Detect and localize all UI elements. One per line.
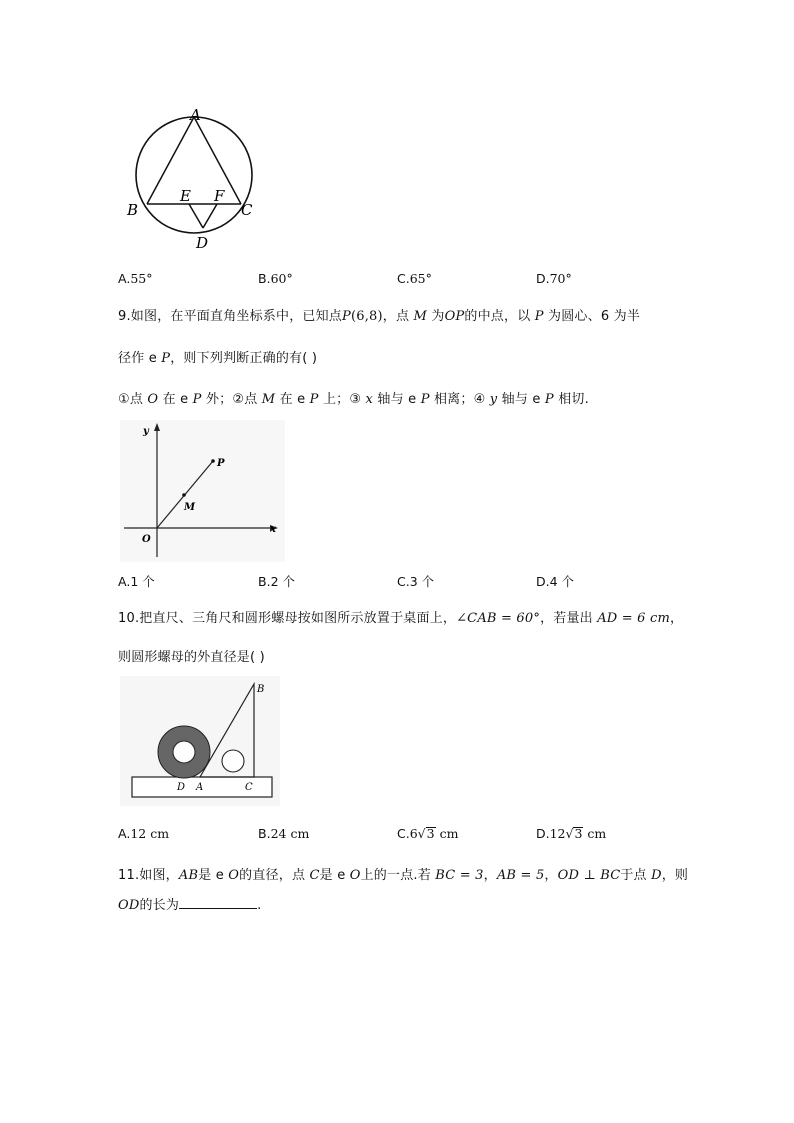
option-letter: B.: [258, 271, 271, 286]
text: 的直径，点: [239, 868, 310, 883]
text: 11.如图，: [118, 868, 179, 883]
q10-line-2: [118, 646, 265, 665]
q10-label-a: A: [196, 782, 204, 793]
text: 相切.: [553, 392, 589, 407]
math-var: M: [261, 392, 276, 407]
math-expr: OD ⊥ BC: [557, 868, 621, 883]
option-unit: cm: [587, 826, 607, 841]
option-value: 3 个: [409, 574, 435, 589]
q8-figure: [120, 100, 270, 255]
text: 为圆心、6 为半: [543, 309, 641, 324]
text: .: [257, 898, 262, 913]
option-value: 60°: [270, 271, 293, 286]
q9-line-3: [118, 388, 589, 407]
q9-label-o: O: [142, 534, 151, 545]
math-var: P: [420, 392, 430, 407]
q10-line-1: [118, 607, 683, 626]
text: 则圆形螺母的外直径是( ): [118, 650, 265, 665]
math-var: OP: [444, 309, 465, 324]
answer-blank[interactable]: [179, 897, 257, 909]
option-letter: C.: [397, 271, 410, 286]
option-letter: B.: [258, 826, 271, 841]
q9-line-2: [118, 347, 317, 366]
option-coef: 12: [549, 826, 566, 841]
math-var: P: [342, 309, 351, 324]
text: 的长为: [139, 898, 180, 913]
math-var: P: [192, 392, 202, 407]
q8-seg-ed: [189, 204, 203, 228]
option-value: 70°: [549, 271, 572, 286]
text: 是 e: [319, 868, 350, 883]
option-letter: C.: [397, 574, 410, 589]
math-coords: (6,8): [350, 309, 383, 324]
option-radicand: 3: [574, 826, 583, 841]
option-letter: C.: [397, 826, 410, 841]
text: 轴与 e: [497, 392, 545, 407]
text: 上的一点.若: [360, 868, 436, 883]
math-expr: AB = 5: [496, 868, 545, 883]
text: ①点: [118, 392, 148, 407]
text: 于点: [620, 868, 652, 883]
text: 为: [427, 309, 445, 324]
text: 相离；④: [429, 392, 490, 407]
q10-option-b[interactable]: [258, 826, 309, 841]
q9-point-p: [211, 459, 215, 463]
q10-option-c[interactable]: [397, 826, 458, 841]
q8-option-b[interactable]: [258, 271, 293, 286]
q9-option-a[interactable]: [118, 572, 155, 590]
option-radicand: 3: [426, 826, 435, 841]
q10-label-d: D: [177, 782, 186, 793]
q9-option-d[interactable]: [536, 572, 574, 590]
text: 的中点，以: [464, 309, 535, 324]
q8-circle: [136, 117, 252, 233]
text: 轴与 e: [373, 392, 421, 407]
text: ，则下列判断正确的有( ): [170, 351, 318, 366]
q8-label-c: C: [241, 201, 253, 219]
text: 径作 e: [118, 351, 162, 366]
math-var: OD: [118, 898, 140, 913]
math-var: M: [413, 309, 428, 324]
option-unit: cm: [439, 826, 459, 841]
option-value: 1 个: [130, 574, 155, 589]
q9-option-c[interactable]: [397, 572, 434, 590]
q8-label-e: E: [180, 187, 191, 205]
q9-label-m: M: [184, 502, 196, 513]
text: 9.如图，在平面直角坐标系中，已知点: [118, 309, 343, 324]
text: ，: [483, 868, 497, 883]
q8-seg-fd: [203, 204, 217, 228]
math-var: x: [365, 392, 374, 407]
math-var: P: [161, 351, 171, 366]
math-var: O: [228, 868, 240, 883]
q10-figure: [120, 676, 280, 806]
q9-line-1: [118, 305, 640, 324]
q9-figure: [120, 420, 285, 562]
option-value: 65°: [409, 271, 432, 286]
text: 是 e: [198, 868, 229, 883]
text: ，则: [661, 868, 689, 883]
text: 10.把直尺、三角尺和圆形螺母按如图所示放置于桌面上，: [118, 611, 457, 626]
math-var: AB: [178, 868, 199, 883]
q10-nut-hole: [173, 741, 195, 763]
sqrt-sign: √: [565, 826, 574, 841]
option-letter: B.: [258, 574, 271, 589]
q8-label-d: D: [196, 234, 209, 252]
text: 外；②点: [201, 392, 262, 407]
q8-label-b: B: [127, 201, 139, 219]
q10-small-circle: [222, 750, 244, 772]
option-value: 2 个: [270, 574, 295, 589]
q11-line-1: [118, 864, 688, 883]
math-var: P: [534, 309, 544, 324]
math-var: y: [489, 392, 498, 407]
text: 在 e: [158, 392, 193, 407]
option-value: 12 cm: [130, 826, 170, 841]
q10-label-b: B: [257, 684, 265, 695]
text: 上；③: [318, 392, 366, 407]
q9-option-b[interactable]: [258, 572, 295, 590]
q9-label-x: x: [270, 524, 276, 535]
q9-label-y: y: [143, 426, 149, 437]
sqrt-sign: √: [417, 826, 426, 841]
q8-label-a: A: [190, 106, 201, 124]
math-var: C: [309, 868, 320, 883]
math-expr: AD = 6 cm: [597, 611, 670, 626]
option-letter: A.: [118, 826, 131, 841]
option-letter: A.: [118, 574, 131, 589]
q10-option-d[interactable]: [536, 826, 606, 841]
q10-option-a[interactable]: [118, 826, 169, 841]
math-expr: BC = 3: [435, 868, 484, 883]
text: 在 e: [275, 392, 310, 407]
text: ，: [544, 868, 558, 883]
option-letter: D.: [536, 271, 550, 286]
math-var: O: [147, 392, 159, 407]
option-letter: A.: [118, 271, 131, 286]
text: ，: [669, 611, 684, 626]
math-expr: ∠CAB = 60°: [456, 611, 541, 626]
text: ，若量出: [540, 611, 598, 626]
q8-option-a[interactable]: [118, 271, 152, 286]
option-value: 55°: [130, 271, 153, 286]
q9-point-m: [182, 493, 186, 497]
q8-option-d[interactable]: [536, 271, 572, 286]
q11-line-2: [118, 894, 261, 913]
math-var: O: [349, 868, 361, 883]
option-value: 4 个: [549, 574, 575, 589]
option-value: 24 cm: [270, 826, 310, 841]
option-letter: D.: [536, 574, 550, 589]
text: ，点: [382, 309, 414, 324]
q8-label-f: F: [214, 187, 225, 205]
math-var: P: [544, 392, 554, 407]
option-letter: D.: [536, 826, 550, 841]
math-var: D: [651, 868, 662, 883]
math-var: P: [309, 392, 319, 407]
q8-option-c[interactable]: [397, 271, 432, 286]
option-coef: 6: [409, 826, 418, 841]
q10-label-c: C: [245, 782, 253, 793]
q9-label-p: P: [217, 458, 225, 469]
